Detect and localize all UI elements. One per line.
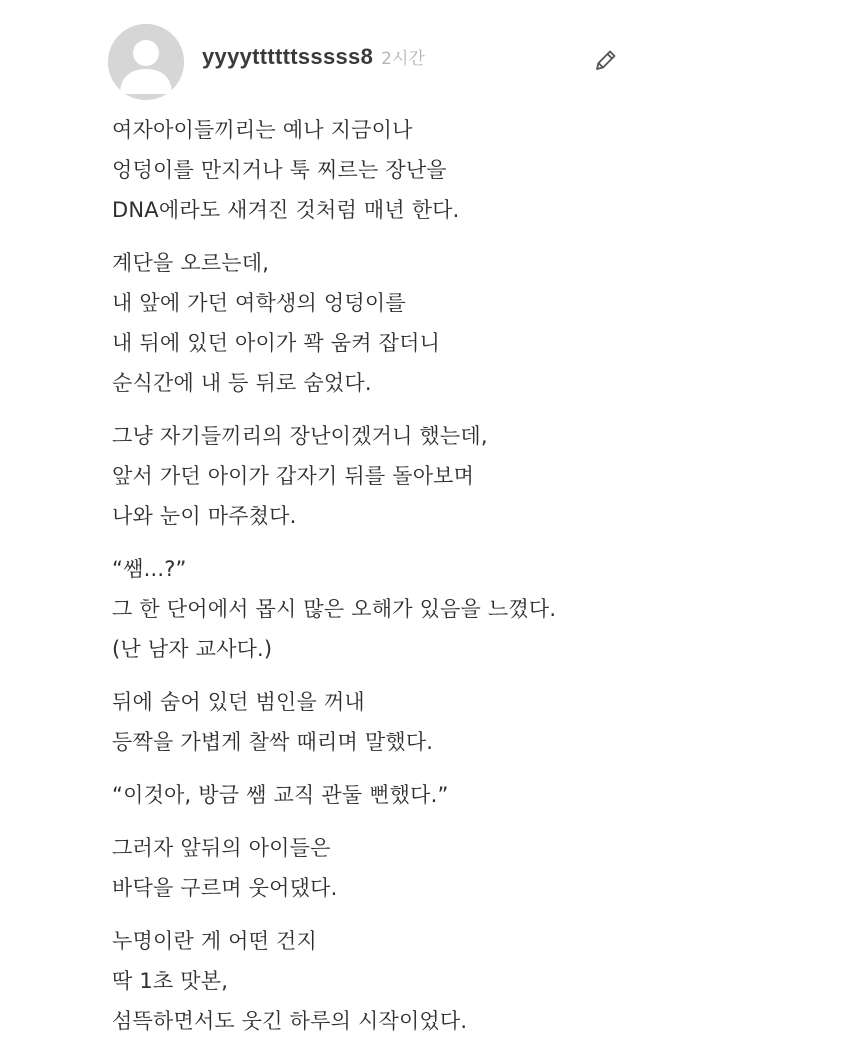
paragraph-6 bbox=[112, 775, 812, 815]
paragraph-7 bbox=[112, 828, 812, 908]
username[interactable]: yyyyttttttsssss8 bbox=[202, 44, 374, 69]
text-line: 뒤에 숨어 있던 범인을 꺼내 bbox=[112, 690, 365, 714]
pencil-icon bbox=[593, 47, 619, 73]
text-line: DNA에라도 새겨진 것처럼 매년 한다. bbox=[112, 198, 460, 222]
text-line: 등짝을 가볍게 찰싹 때리며 말했다. bbox=[112, 730, 434, 754]
text-line: 여자아이들끼리는 예나 지금이나 bbox=[112, 118, 413, 142]
paragraph-3 bbox=[112, 416, 812, 536]
paragraph-8 bbox=[112, 921, 812, 1041]
user-avatar[interactable] bbox=[108, 24, 184, 100]
text-line: “이것아, 방금 쌤 교직 관둘 뻔했다.” bbox=[112, 783, 449, 807]
text-line: 그 한 단어에서 몹시 많은 오해가 있음을 느꼈다. bbox=[112, 597, 557, 621]
paragraph-4 bbox=[112, 549, 812, 669]
paragraph-1 bbox=[112, 110, 812, 230]
post-meta bbox=[202, 44, 425, 70]
text-line: 내 앞에 가던 여학생의 엉덩이를 bbox=[112, 291, 406, 315]
text-line: “쌤...?” bbox=[112, 557, 187, 581]
default-user-avatar-icon bbox=[108, 24, 184, 100]
post-body bbox=[112, 110, 812, 1054]
text-line: 나와 눈이 마주쳤다. bbox=[112, 504, 297, 528]
text-line: 누명이란 게 어떤 건지 bbox=[112, 929, 317, 953]
text-line: 그냥 자기들끼리의 장난이겠거니 했는데, bbox=[112, 424, 488, 448]
text-line: 그러자 앞뒤의 아이들은 bbox=[112, 836, 331, 860]
text-line: 순식간에 내 등 뒤로 숨었다. bbox=[112, 371, 372, 395]
text-line: (난 남자 교사다.) bbox=[112, 637, 273, 661]
text-line: 계단을 오르는데, bbox=[112, 251, 270, 275]
text-line: 앞서 가던 아이가 갑자기 뒤를 돌아보며 bbox=[112, 464, 475, 488]
edit-button[interactable] bbox=[590, 44, 622, 76]
paragraph-2 bbox=[112, 243, 812, 403]
paragraph-5 bbox=[112, 682, 812, 762]
text-line: 내 뒤에 있던 아이가 꽉 움켜 잡더니 bbox=[112, 331, 441, 355]
text-line: 바닥을 구르며 웃어댔다. bbox=[112, 876, 338, 900]
text-line: 엉덩이를 만지거나 툭 찌르는 장난을 bbox=[112, 158, 447, 182]
post-time: 2시간 bbox=[381, 49, 425, 69]
text-line: 섬뜩하면서도 웃긴 하루의 시작이었다. bbox=[112, 1009, 468, 1033]
text-line: 딱 1초 맛본, bbox=[112, 969, 229, 993]
